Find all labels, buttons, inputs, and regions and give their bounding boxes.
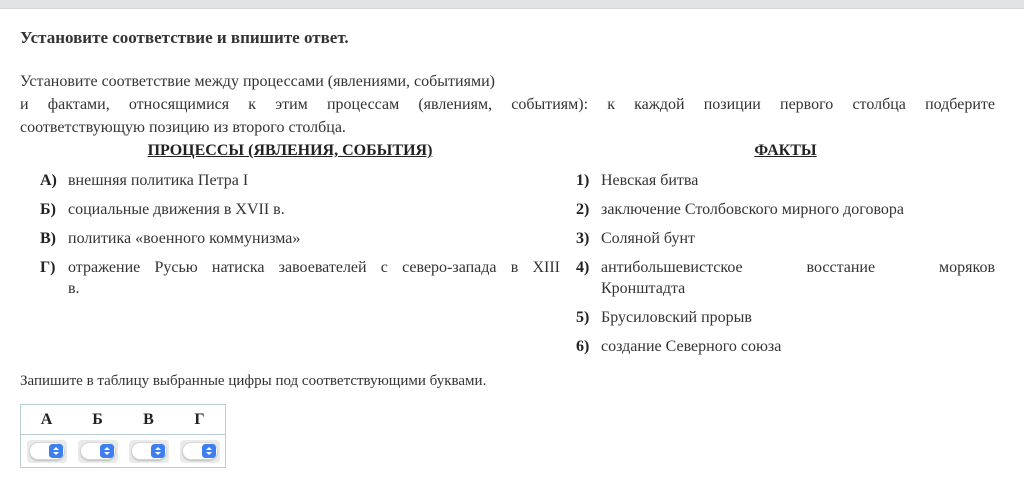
answer-table — [20, 404, 226, 468]
item-label: 6) — [576, 338, 590, 355]
chevron-down-icon — [104, 452, 110, 455]
item-label: 2) — [576, 201, 590, 218]
process-item-g — [20, 257, 560, 299]
answer-select-row — [21, 435, 225, 467]
facts-column — [560, 142, 995, 365]
answer-col-header-v: В — [143, 411, 154, 428]
item-text: внешняя политика Петра I — [68, 172, 249, 189]
item-label: Б) — [40, 201, 56, 218]
item-text-line1: отражение Русью натиска завоевателей с северо-запада в XIII — [68, 259, 560, 276]
item-text-line2: Кронштадта — [601, 280, 686, 297]
answer-cell-b — [72, 435, 123, 467]
select-stepper-icon — [49, 444, 63, 458]
answer-select-b[interactable] — [78, 440, 118, 463]
chevron-up-icon — [206, 447, 212, 450]
task-intro-line2: и фактами, относящимися к этим процессам (явлениям, событиям): к каждой позиции первого столбца подберите — [20, 96, 995, 113]
select-pill — [29, 442, 65, 460]
fact-item-6 — [576, 336, 995, 357]
process-item-a — [20, 170, 560, 191]
chevron-up-icon — [53, 447, 59, 450]
chevron-down-icon — [53, 452, 59, 455]
chevron-up-icon — [104, 447, 110, 450]
process-item-v — [20, 228, 560, 249]
select-pill — [80, 442, 116, 460]
item-label: 1) — [576, 172, 590, 189]
task-intro-line1: Установите соответствие между процессами (явлениями, событиями) — [20, 73, 495, 90]
chevron-down-icon — [155, 452, 161, 455]
fact-item-2 — [576, 199, 995, 220]
item-label: А) — [40, 172, 57, 189]
item-label: Г) — [40, 259, 56, 276]
item-text: заключение Столбовского мирного договора — [601, 201, 905, 218]
processes-column — [20, 142, 560, 365]
page-title: Установите соответствие и впишите ответ. — [20, 28, 349, 47]
task-intro — [20, 70, 995, 139]
select-stepper-icon — [100, 444, 114, 458]
chevron-down-icon — [206, 452, 212, 455]
select-pill — [131, 442, 167, 460]
matching-columns — [20, 142, 995, 365]
item-text: Брусиловский прорыв — [601, 309, 752, 326]
answer-select-a[interactable] — [27, 440, 67, 463]
item-text: Невская битва — [601, 172, 699, 189]
select-stepper-icon — [151, 444, 165, 458]
item-text: социальные движения в XVII в. — [68, 201, 285, 218]
item-text-line2: в. — [68, 280, 80, 297]
item-text — [68, 257, 560, 299]
select-pill — [182, 442, 218, 460]
item-text: Соляной бунт — [601, 230, 696, 247]
item-text: создание Северного союза — [601, 338, 782, 355]
chevron-up-icon — [155, 447, 161, 450]
fact-item-3 — [576, 228, 995, 249]
item-label: 4) — [576, 259, 590, 276]
select-stepper-icon — [202, 444, 216, 458]
item-label: 5) — [576, 309, 590, 326]
item-text: политика «военного коммунизма» — [68, 230, 301, 247]
item-text-line1: антибольшевистское восстание моряков — [601, 259, 995, 276]
answer-cell-g — [174, 435, 225, 467]
answer-col-header-a: А — [40, 411, 53, 428]
question-content — [0, 9, 1024, 468]
answer-select-g[interactable] — [180, 440, 220, 463]
answer-cell-a — [21, 435, 72, 467]
process-item-b — [20, 199, 560, 220]
item-label: В) — [40, 230, 56, 247]
item-label: 3) — [576, 230, 590, 247]
top-bar — [0, 0, 1024, 9]
fact-item-5 — [576, 307, 995, 328]
fact-item-1 — [576, 170, 995, 191]
task-intro-line3: соответствующую позицию из второго столбца. — [20, 119, 346, 136]
fact-item-4 — [576, 257, 995, 299]
answer-select-v[interactable] — [129, 440, 169, 463]
facts-header: ФАКТЫ — [754, 142, 817, 159]
answer-note: Запишите в таблицу выбранные цифры под соответствующими буквами. — [20, 373, 487, 389]
processes-header: ПРОЦЕССЫ (ЯВЛЕНИЯ, СОБЫТИЯ) — [147, 142, 433, 159]
answer-col-header-b: Б — [92, 411, 103, 428]
answer-table-header-row — [21, 405, 225, 435]
answer-col-header-g: Г — [194, 411, 205, 428]
answer-cell-v — [123, 435, 174, 467]
item-text — [601, 257, 995, 299]
